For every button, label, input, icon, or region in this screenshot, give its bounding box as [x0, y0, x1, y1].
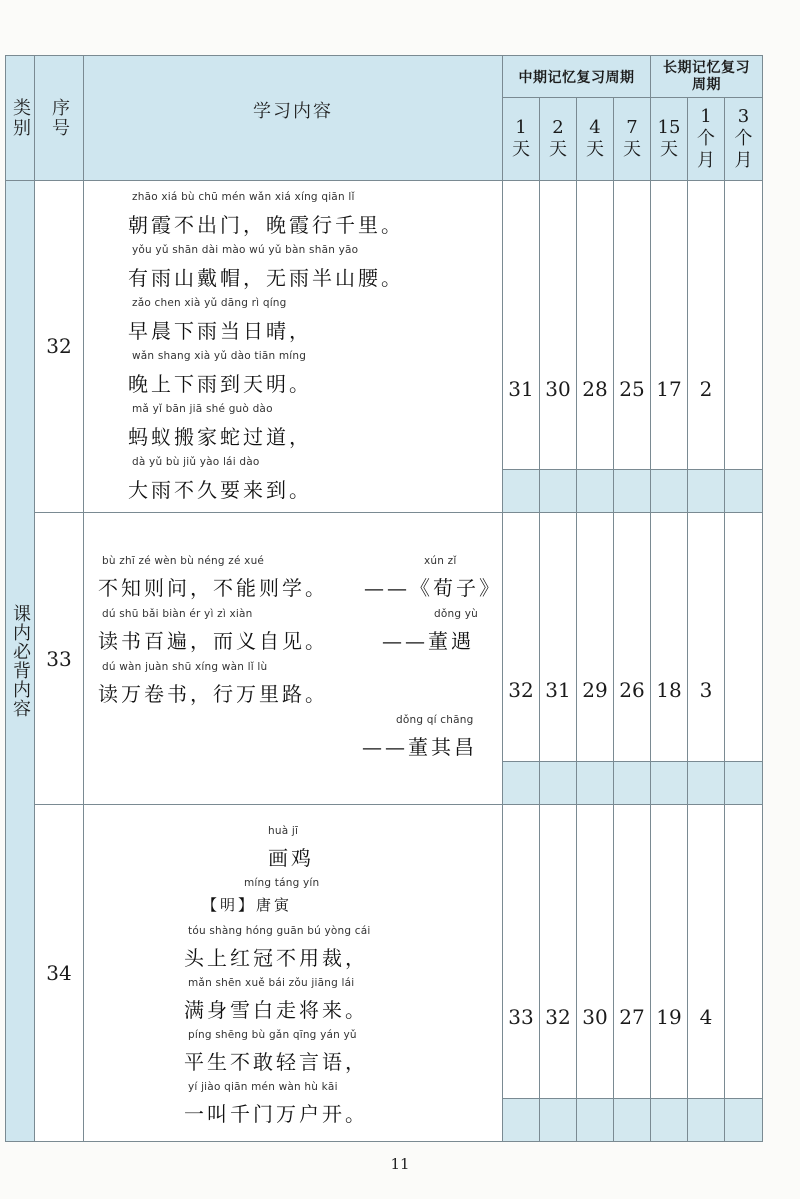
text-line: 晚上下雨到天明。 — [128, 371, 312, 396]
value-cell: 26 — [614, 513, 651, 762]
day-header-15: 15 天 — [651, 98, 688, 180]
category-label: 课内必背内容 — [10, 603, 31, 718]
month-header-3: 3 个 月 — [725, 98, 763, 180]
page-number: 11 — [390, 1155, 410, 1173]
text-line: 蚂蚁搬家蛇过道， — [128, 424, 312, 449]
day-header-7: 7 天 — [614, 98, 651, 180]
content-header — [84, 56, 503, 181]
poem-author: 【明】唐寅 — [202, 896, 293, 915]
value-cell: 31 — [503, 180, 540, 469]
value-cell — [725, 805, 763, 1098]
day-header-2: 2 天 — [540, 98, 577, 180]
text-line: 一叫千门万户开。 — [184, 1102, 368, 1127]
category-header — [6, 56, 35, 181]
pinyin-line: tóu shàng hóng guān bú yòng cái — [188, 925, 371, 938]
pinyin-line: mǎ yǐ bān jiā shé guò dào — [132, 402, 273, 415]
value-cell: 28 — [577, 180, 614, 469]
source-line: ——董遇 — [382, 629, 474, 654]
table-row — [6, 805, 763, 1098]
source-line: ——《荀子》 — [364, 576, 502, 601]
value-cell: 33 — [503, 805, 540, 1098]
text-line: 有雨山戴帽，无雨半山腰。 — [128, 265, 404, 290]
table-row — [6, 180, 763, 469]
mid-term-header — [503, 56, 651, 98]
pinyin-line: bù zhī zé wèn bù néng zé xué — [102, 555, 265, 568]
content-cell-33 — [84, 513, 503, 805]
text-line: 平生不敢轻言语， — [184, 1050, 368, 1075]
seq-cell — [35, 180, 84, 513]
seq-number: 32 — [46, 334, 72, 359]
poem-title: 画鸡 — [268, 846, 314, 871]
pinyin-line: xún zǐ — [424, 555, 457, 568]
value-cell — [725, 513, 763, 762]
category-cell — [6, 180, 35, 1141]
pinyin-line: zhāo xiá bù chū mén wǎn xiá xíng qiān lǐ — [132, 190, 355, 203]
value-cell — [725, 180, 763, 469]
value-cell: 18 — [651, 513, 688, 762]
value-cell: 32 — [503, 513, 540, 762]
long-term-label: 长期记忆复习周期 — [663, 59, 750, 93]
text-line: 满身雪白走将来。 — [184, 998, 368, 1023]
value-cell: 31 — [540, 513, 577, 762]
value-cell: 30 — [540, 180, 577, 469]
value-cell: 19 — [651, 805, 688, 1098]
pinyin-line: wǎn shang xià yǔ dào tiān míng — [132, 349, 307, 362]
content-header-label: 学习内容 — [253, 100, 333, 122]
seq-header — [35, 56, 84, 181]
long-term-header — [651, 56, 763, 98]
value-cell: 30 — [577, 805, 614, 1098]
day-header-4: 4 天 — [577, 98, 614, 180]
table-row — [6, 513, 763, 762]
pinyin-line: dà yǔ bù jiǔ yào lái dào — [132, 455, 260, 468]
pinyin-line: píng shēng bù gǎn qīng yán yǔ — [188, 1029, 357, 1042]
review-schedule-table — [5, 55, 763, 1142]
source-line: ——董其昌 — [362, 735, 477, 760]
pinyin-line: yí jiào qiān mén wàn hù kāi — [188, 1081, 338, 1094]
seq-header-label: 序号 — [49, 97, 70, 138]
text-line: 读万卷书，行万里路。 — [98, 682, 328, 707]
pinyin-line: huà jī — [268, 825, 299, 838]
text-line: 早晨下雨当日晴， — [128, 318, 312, 343]
content-cell-32 — [84, 180, 503, 513]
value-cell: 17 — [651, 180, 688, 469]
text-line: 不知则问，不能则学。 — [98, 576, 328, 601]
pinyin-line: zǎo chen xià yǔ dāng rì qíng — [132, 296, 287, 309]
day-header-1: 1 天 — [503, 98, 540, 180]
pinyin-line: míng táng yín — [244, 877, 320, 890]
seq-cell — [35, 513, 84, 805]
text-line: 读书百遍，而义自见。 — [98, 629, 328, 654]
pinyin-line: dú shū bǎi biàn ér yì zì xiàn — [102, 608, 253, 621]
pinyin-line: dú wàn juàn shū xíng wàn lǐ lù — [102, 661, 268, 674]
seq-number: 33 — [46, 646, 72, 671]
seq-number: 34 — [46, 961, 72, 986]
pinyin-line: yǒu yǔ shān dài mào wú yǔ bàn shān yāo — [132, 243, 359, 256]
category-header-label: 类别 — [10, 97, 31, 138]
text-line: 大雨不久要来到。 — [128, 477, 312, 502]
value-cell: 2 — [688, 180, 725, 469]
pinyin-line: dǒng yù — [434, 608, 479, 621]
text-line: 朝霞不出门，晚霞行千里。 — [128, 212, 404, 237]
pinyin-line: dǒng qí chāng — [396, 714, 474, 727]
pinyin-line: mǎn shēn xuě bái zǒu jiāng lái — [188, 977, 355, 990]
mid-term-label: 中期记忆复习周期 — [518, 69, 635, 86]
content-cell-34 — [84, 805, 503, 1142]
text-line: 头上红冠不用裁， — [184, 946, 368, 971]
seq-cell — [35, 805, 84, 1142]
value-cell: 4 — [688, 805, 725, 1098]
value-cell: 25 — [614, 180, 651, 469]
value-cell: 27 — [614, 805, 651, 1098]
value-cell: 29 — [577, 513, 614, 762]
value-cell: 3 — [688, 513, 725, 762]
value-cell: 32 — [540, 805, 577, 1098]
month-header-1: 1 个 月 — [688, 98, 725, 180]
